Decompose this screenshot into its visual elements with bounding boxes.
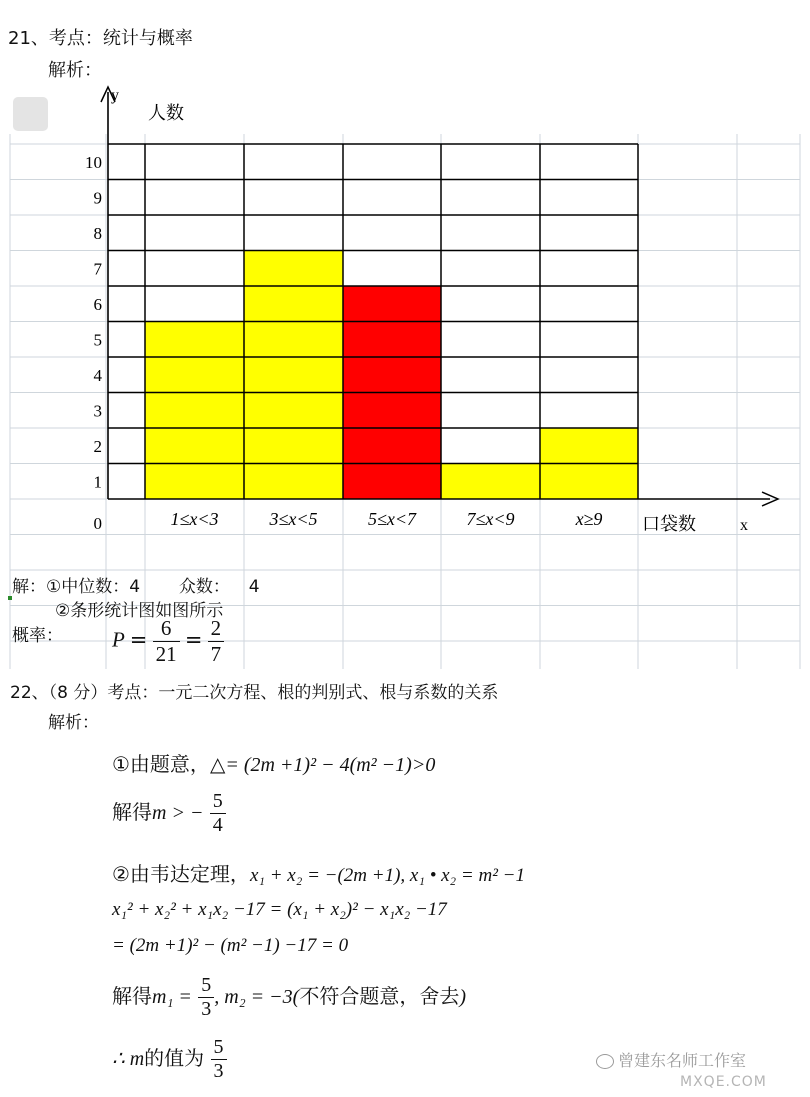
frac-den: 4 [212, 814, 223, 836]
step6-m2: , m₂ = −3( [214, 986, 300, 1008]
q22-step3 [112, 858, 525, 887]
y-tick-label: 5 [93, 330, 102, 350]
cell-marker [8, 596, 12, 600]
y-tick-label: 4 [93, 365, 102, 385]
solution21-line2: ②条形统计图如图所示 [55, 601, 224, 621]
wechat-icon [596, 1054, 614, 1069]
step3-expression: x₁ + x₂ = −(2m +1), x₁ • x₂ = m² −1 [249, 865, 525, 886]
origin-label: 0 [93, 514, 102, 533]
frac-num: 5 [198, 974, 214, 998]
y-tick-label: 7 [93, 259, 102, 279]
frac-den: 3 [213, 1060, 224, 1082]
mode-label: 众数： [178, 577, 230, 597]
frac-den: 21 [155, 642, 177, 666]
fraction-6-21 [153, 616, 180, 667]
fraction-5-3-final [211, 1036, 227, 1083]
frac-num: 5 [210, 790, 226, 814]
y-tick-label: 2 [93, 436, 102, 456]
step2-expression: m > − [152, 802, 204, 824]
x-category-label: 5≤x<7 [367, 509, 417, 529]
mode-value: 4 [248, 577, 260, 597]
equals-sign: = [129, 627, 148, 652]
bar-2 [244, 251, 343, 500]
frac-num: 5 [211, 1036, 227, 1060]
y-axis-letter: y [111, 87, 119, 104]
q21-header: 21、考点：统计与概率 [8, 28, 193, 49]
equals-sign: = [184, 627, 203, 652]
fraction-2-7 [208, 616, 225, 667]
step1-expression: △= (2m +1)² − 4(m² −1)>0 [209, 754, 436, 776]
q22-header: 22、（8 分）考点：一元二次方程、根的判别式、根与系数的关系 [10, 683, 499, 703]
watermark-site: MXQE.COM [680, 1074, 767, 1090]
frac-den: 3 [201, 998, 212, 1020]
prob-label: 概率： [12, 626, 63, 646]
step7-label: 的值为 [144, 1046, 205, 1070]
frac-num: 2 [208, 616, 225, 642]
q22-step5: = (2m +1)² − (m² −1) −17 = 0 [112, 935, 349, 956]
step6-m1: m₁ = [152, 986, 192, 1008]
step1-label: ①由题意， [112, 752, 210, 776]
watermark-text: 曾建东名师工作室 [618, 1051, 747, 1070]
x-axis-letter: x [740, 517, 748, 534]
q22-step1 [112, 748, 435, 777]
q21-analysis-label: 解析： [48, 60, 102, 81]
watermark [596, 1048, 746, 1071]
y-tick-label: 8 [93, 223, 102, 243]
q22-step4: x₁² + x₂² + x₁x₂ −17 = (x₁ + x₂)² − x₁x₂ −17 [112, 899, 447, 920]
x-category-label: 1≤x<3 [170, 509, 219, 529]
median-label: 解：①中位数： [12, 577, 130, 597]
y-tick-label: 1 [93, 472, 102, 492]
q22-step7 [112, 1036, 227, 1083]
bar-1 [145, 322, 244, 500]
y-axis-title: 人数 [148, 103, 184, 123]
step6-label: 解得 [112, 984, 152, 1008]
solution21-line1 [12, 572, 260, 597]
prob-symbol: P [112, 627, 125, 652]
x-category-label: x≥9 [575, 509, 603, 529]
bar-chart [0, 84, 810, 554]
q22-step2 [112, 790, 226, 837]
probability-expression [112, 616, 224, 667]
y-tick-label: 6 [93, 294, 102, 314]
fraction-5-4 [210, 790, 226, 837]
median-value: 4 [129, 577, 141, 597]
therefore-m: ∴ m [112, 1048, 145, 1070]
x-axis-title: 口袋数 [642, 514, 696, 534]
fraction-5-3 [198, 974, 214, 1021]
x-category-label: 3≤x<5 [269, 509, 318, 529]
step2-label: 解得 [112, 800, 152, 824]
x-category-label: 7≤x<9 [466, 509, 515, 529]
y-tick-label: 3 [93, 401, 102, 421]
step6-close: ) [459, 986, 466, 1008]
step3-label: ②由韦达定理， [112, 862, 250, 886]
frac-den: 7 [210, 642, 222, 666]
y-tick-label: 9 [93, 188, 102, 208]
step6-note: 不符合题意，舍去 [299, 984, 460, 1008]
frac-num: 6 [153, 616, 180, 642]
bar-4 [441, 464, 540, 500]
y-tick-label: 10 [85, 152, 102, 172]
q22-step6 [112, 974, 466, 1021]
q22-analysis-label: 解析： [48, 713, 99, 733]
